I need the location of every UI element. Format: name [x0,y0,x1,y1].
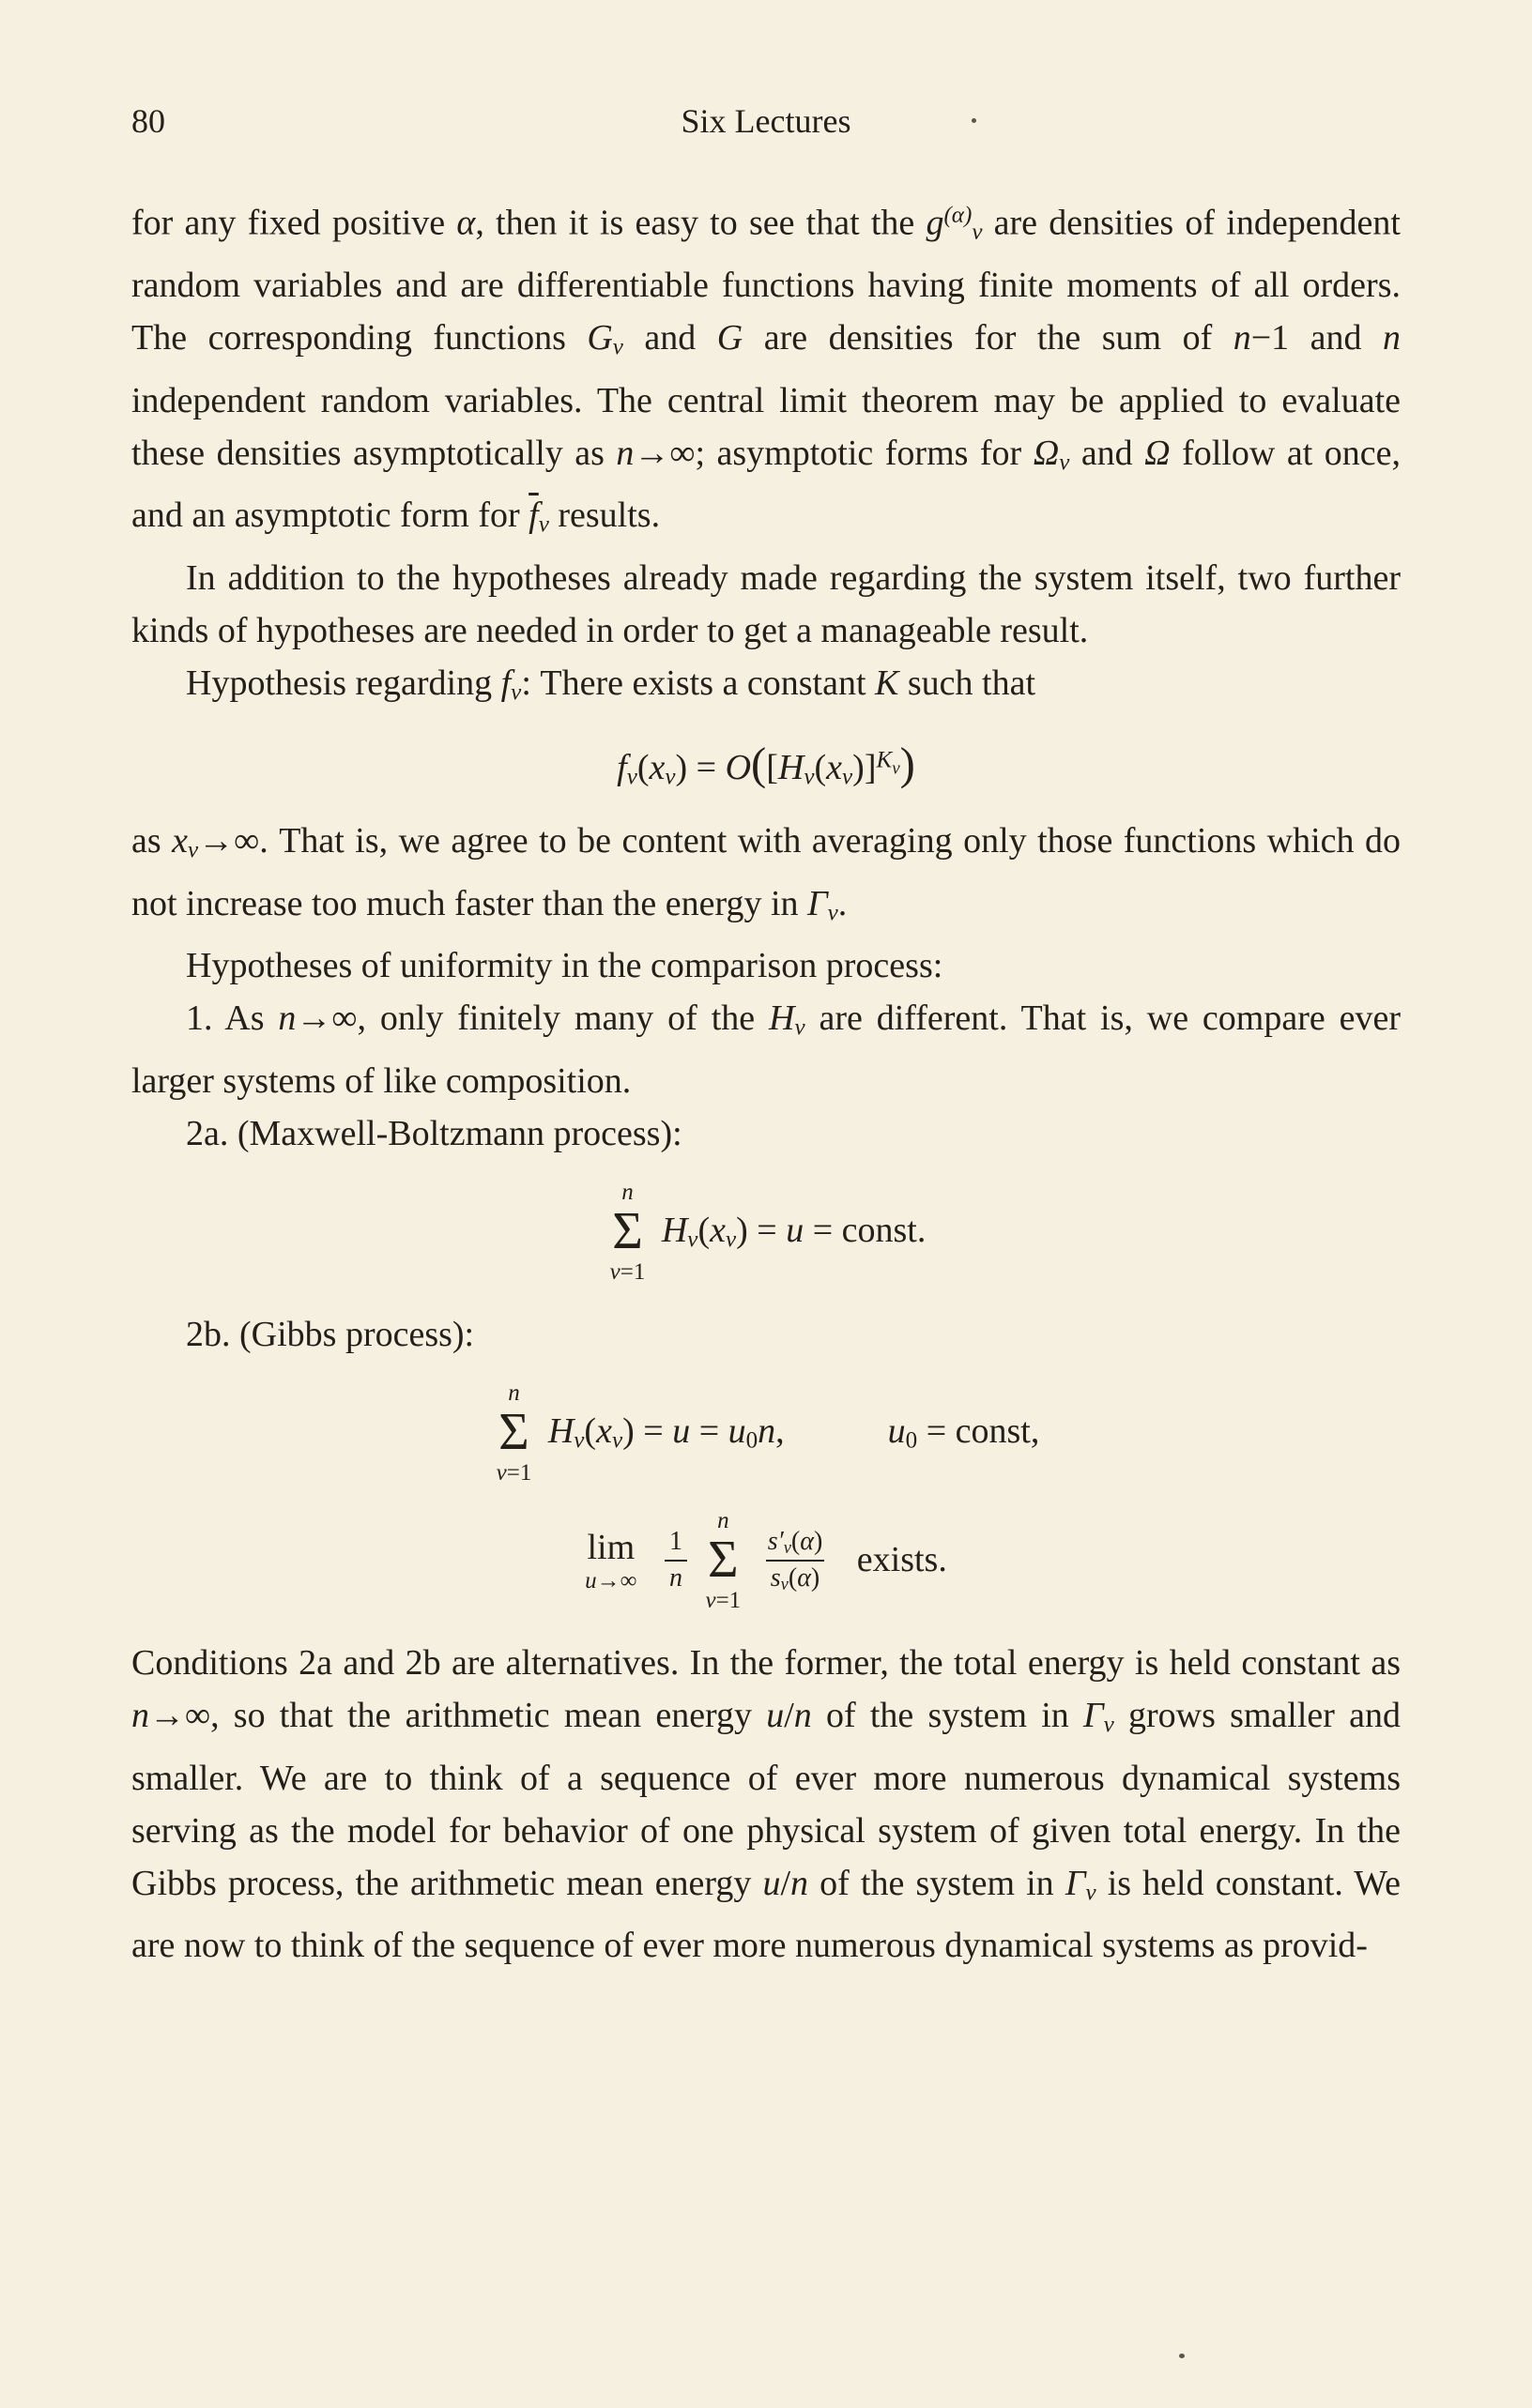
text-segment: / [784,1696,794,1736]
text-segment-i: α [797,1563,811,1593]
text-segment-i: u [786,1210,804,1250]
text-segment: of the system in [811,1696,1084,1736]
text-segment-i: Ω [1033,433,1060,473]
text-segment-i: ν [705,1588,716,1614]
text-segment-sub: ν [794,1014,805,1041]
text-segment-i: H [777,748,804,788]
text-segment-sub: ν [780,1575,789,1594]
text-segment: =1 [620,1258,646,1285]
text-segment-supsub: ν [892,758,900,779]
text-segment: =1 [715,1588,742,1614]
fraction-s-ratio [763,1528,828,1594]
text-segment-i: n [278,998,297,1039]
text-segment: Hypotheses of uniformity in the comparison process: [186,946,943,986]
text-segment: ) = [622,1410,673,1451]
text-segment-i: n [131,1696,149,1736]
text-segment: = const. [804,1210,927,1250]
page-header [131,101,1401,141]
text-segment-i: u [585,1567,597,1593]
text-segment-i: u [672,1410,691,1451]
text-segment-i: n [616,433,635,473]
text-segment: are different. That is, we compare ever larger systems of like composition. [131,998,1401,1101]
text-segment: 1. As [186,998,279,1039]
display-formula-gibbs-limit [131,1509,1401,1612]
text-segment: = [690,1410,728,1451]
text-segment-sub: ν [188,837,199,863]
summation-upper-limit [508,1381,520,1405]
text-segment: )] [852,748,877,788]
summation-lower-limit [610,1260,646,1284]
display-formula-gibbs-energy [131,1381,1401,1485]
text-segment-big: ) [899,739,915,790]
text-segment: of the system in [808,1863,1065,1903]
text-segment: is held constant. We are now to think of the sequence of ever more numerous dynamical systems as provid- [131,1863,1401,1966]
text-segment-subr: 0 [905,1427,918,1454]
text-segment-sub: ν [538,511,549,538]
text-segment-i: ν [496,1460,507,1486]
summation-operator [705,1509,741,1612]
fraction-denominator [665,1560,687,1593]
text-segment: 2b. (Gibbs process): [186,1314,475,1354]
text-segment-sub: ν [972,220,983,246]
paragraph-averaging [131,815,1401,939]
text-segment-sub: ν [574,1427,585,1454]
text-segment: are densities for the sum of [743,318,1233,358]
text-segment-sub: ν [611,1427,623,1454]
text-segment-i: Γ [807,883,828,923]
text-segment: ) = [736,1210,787,1250]
text-segment-i: n [1383,318,1401,358]
paragraph-condition-2b [131,1308,1401,1361]
text-segment-i: s′ [767,1526,784,1556]
text-segment: ( [636,748,650,788]
summation-upper-limit [621,1181,634,1204]
text-segment: →∞, only finitely many of the [296,998,769,1039]
text-segment: [ [766,748,778,788]
text-segment: results. [548,495,661,536]
text-segment-i: f [617,748,627,788]
formula-expression [547,1410,1040,1454]
fraction-numerator [665,1528,687,1560]
text-segment-i: u [887,1410,906,1451]
formula-expression [661,1210,927,1253]
text-segment: Conditions 2a and 2b are alternatives. In the former, the total energy is held constant as [131,1643,1401,1684]
text-segment: ( [814,748,827,788]
text-segment-i: x [649,748,666,788]
text-segment-sub: ν [687,1227,698,1253]
text-segment-i: s [770,1563,781,1593]
text-segment-i: n [508,1379,520,1406]
text-segment-i: x [596,1410,612,1451]
text-segment: ) [810,1563,820,1593]
ink-speck [972,118,976,123]
text-segment-sub: ν [725,1227,737,1253]
paragraph-condition-2a [131,1107,1401,1160]
text-segment: , [775,1410,785,1451]
text-segment-sub: ν [804,764,815,790]
text-segment-i: n [717,1508,729,1534]
text-segment-sub: ν [626,764,637,790]
text-segment-i: n [668,1563,682,1593]
paragraph-hypothesis-fv [131,657,1401,720]
text-segment-i: Γ [1083,1696,1104,1736]
text-segment: ) = [675,748,726,788]
limit-operator [585,1527,637,1593]
text-segment-i: u [728,1410,746,1451]
running-title: Six Lectures [681,102,851,140]
text-segment: −1 and [1250,318,1383,358]
fraction-numerator [763,1528,828,1560]
text-segment: =1 [506,1460,532,1486]
text-segment-i: H [661,1210,688,1250]
text-segment: ) [813,1526,823,1556]
ink-speck [1179,2354,1185,2358]
text-segment-subr: 0 [745,1427,758,1454]
text-segment-i: ν [609,1258,620,1285]
text-segment-sub: ν [612,334,623,360]
text-segment-sub: ν [665,764,676,790]
text-segment-sub: ν [842,764,853,790]
text-segment: →∞, so that the arithmetic mean energy [149,1696,767,1736]
text-segment-i: x [710,1210,726,1250]
text-segment-bari: $\overline{f}$ [529,495,539,536]
text-segment: exists. [856,1540,947,1580]
text-segment: →∞; asymptotic forms for [634,433,1034,473]
page-body [131,190,1401,1972]
text-segment: Hypothesis regarding [186,663,501,703]
fraction-one-over-n [665,1528,687,1593]
text-segment: / [780,1863,790,1903]
text-segment: ( [788,1563,798,1593]
text-segment-i: n [758,1410,776,1451]
text-segment: ( [790,1526,801,1556]
text-segment-sub: ν [783,1537,791,1557]
text-segment-i: n [621,1179,634,1205]
text-segment: In addition to the hypotheses already made regarding the system itself, two further kinds of hypotheses are needed in order to get a manageable result. [131,557,1401,650]
text-segment-sup: (α) [943,203,973,228]
text-segment: →∞ [596,1567,637,1593]
sigma-symbol: Σ [612,1201,643,1260]
text-segment: are densities of independent random variables and are differentiable functions having finite moments of all orders. The corresponding functions [131,203,1401,358]
text-segment: = const, [917,1410,1040,1451]
text-segment-i: n [1233,318,1251,358]
text-segment: as [131,821,173,861]
text-segment-sub: ν [511,679,522,706]
text-segment: and [622,318,717,358]
text-segment: and [1069,433,1145,473]
text-segment: . [837,883,848,923]
text-segment-i: H [547,1410,574,1451]
text-segment: ( [697,1210,711,1250]
paragraph-hypotheses-intro [131,552,1401,657]
sigma-symbol: Σ [708,1531,739,1590]
text-segment: for any fixed positive [131,203,457,243]
text-segment-sub: ν [827,900,838,926]
text-segment-i: G [587,318,613,358]
text-segment-i: u [762,1863,781,1903]
text-segment-i: G [716,318,743,358]
text-segment: grows smaller and smaller. We are to think of a sequence of ever more numerous dynamical systems serving as the model for behavior of one physical system of given total energy. In the Gibbs process, the arithmetic mean energy [131,1696,1401,1903]
paragraph-continuation [131,190,1401,552]
text-segment: 1 [668,1527,682,1557]
limit-subscript [585,1569,636,1593]
text-segment: , then it is easy to see that the [475,203,927,243]
text-segment: ( [584,1410,597,1451]
limit-word: lim [587,1527,636,1567]
text-segment-i: O [725,748,752,788]
text-segment-sup: K [876,747,893,773]
text-segment: follow at once, and an asymptotic form for [131,433,1401,536]
text-segment: 2a. (Maxwell-Boltzmann process): [186,1113,682,1153]
text-segment-i: x [826,748,843,788]
text-segment-i: α [800,1526,814,1556]
text-segment-i: H [769,998,795,1039]
paragraph-condition-1 [131,992,1401,1107]
page-number: 80 [131,102,165,140]
text-segment-i: n [793,1696,812,1736]
paragraph-uniformity [131,939,1401,992]
text-segment-i: f [500,663,512,703]
text-segment-i: Γ [1065,1863,1086,1903]
display-formula-maxwell-boltzmann [131,1181,1401,1284]
text-segment: independent random variables. The central limit theorem may be applied to evaluate these densities asymptotically as [131,380,1401,473]
text-segment-big: ( [751,739,767,790]
summation-upper-limit [717,1509,729,1532]
text-segment-i: α [456,203,476,243]
display-formula-growth-condition [131,739,1401,790]
fraction-denominator [766,1560,824,1593]
text-segment-sub: ν [1085,1880,1096,1906]
text-segment: : There exists a constant [521,663,876,703]
text-segment: such that [898,663,1036,703]
paragraph-conditions-discussion [131,1637,1401,1972]
text-segment-i: u [766,1696,785,1736]
sigma-symbol: Σ [498,1402,529,1461]
summation-operator [610,1181,646,1284]
text-segment-sub: ν [1059,450,1070,476]
text-segment: →∞. That is, we agree to be content with averaging only those functions which do not increase too much faster than the energy in [131,821,1401,923]
text-segment-sub: ν [1103,1712,1114,1738]
text-segment-i: Ω [1144,433,1171,473]
text-segment-i: n [790,1863,808,1903]
text-segment-i: x [172,821,188,861]
text-segment-i: K [875,663,899,703]
summation-lower-limit [497,1461,532,1485]
text-segment-i: g [926,203,944,243]
summation-operator [497,1381,532,1485]
summation-lower-limit [705,1589,741,1612]
formula-exists-label [857,1540,947,1579]
